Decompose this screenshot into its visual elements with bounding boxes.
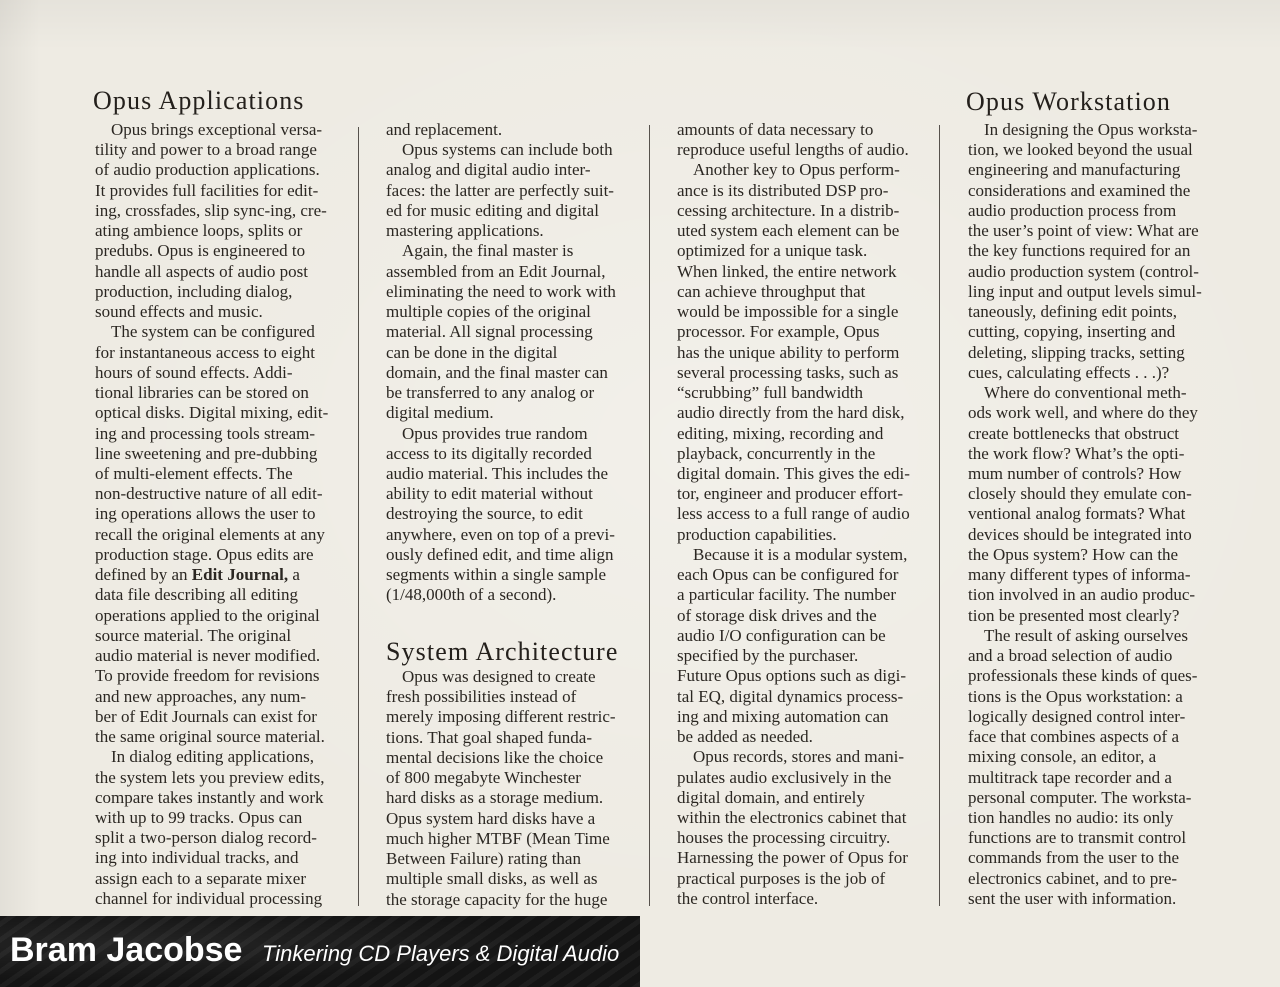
column-4-body <box>968 120 1218 909</box>
text-line: digital domain. This gives the edi- <box>677 463 910 483</box>
text-line: In designing the Opus worksta- <box>984 120 1198 139</box>
text-line: “scrubbing” full bandwidth <box>677 383 864 403</box>
text-line: a particular facility. The number <box>677 585 897 605</box>
text-line: eliminating the need to work with <box>386 281 616 301</box>
text-line: audio material. This includes the <box>386 463 609 483</box>
paragraph <box>386 667 636 910</box>
text-line: access to its digitally recorded <box>386 443 592 463</box>
text-line: each Opus can be configured for <box>677 565 899 585</box>
text-line: multiple small disks, as well as <box>386 869 598 889</box>
text-line: pulates audio exclusively in the <box>677 767 892 787</box>
paragraph <box>968 383 1218 626</box>
text-line: the key functions required for an <box>968 241 1191 261</box>
paragraph <box>677 160 927 544</box>
text-line: multiple copies of the original <box>386 302 591 322</box>
text-line: engineering and manufacturing <box>968 160 1181 180</box>
text-line: ed for music editing and digital <box>386 200 599 220</box>
text-line: much higher MTBF (Mean Time <box>386 828 610 848</box>
text-line: tions is the Opus workstation: a <box>968 686 1183 706</box>
paragraph <box>677 545 927 747</box>
paragraph <box>95 322 345 747</box>
text-line: processor. For example, Opus <box>677 322 880 342</box>
paragraph <box>968 120 1218 383</box>
text-line: less access to a full range of audio <box>677 504 910 524</box>
text-line: ling input and output levels simul- <box>968 281 1202 301</box>
term-edit-journal: Edit Journal, <box>191 565 289 585</box>
text-line: ber of Edit Journals can exist for <box>95 706 317 726</box>
text-line: and new approaches, any num- <box>95 686 307 706</box>
text-line: audio I/O configuration can be <box>677 625 886 645</box>
text-line: Where do conventional meth- <box>984 383 1187 403</box>
text-line: audio material is never modified. <box>95 646 321 666</box>
column-3 <box>677 0 927 987</box>
text-line: many different types of informa- <box>968 565 1191 585</box>
text-line: multitrack tape recorder and a <box>968 767 1172 787</box>
heading-system-architecture: System Architecture <box>386 637 619 666</box>
text-line: the Opus system? How can the <box>968 544 1179 564</box>
paragraph <box>95 747 345 909</box>
text-line: Opus system hard disks have a <box>386 808 596 828</box>
text-line: for instantaneous access to eight <box>95 342 315 362</box>
text-line: tion handles no audio: its only <box>968 807 1174 827</box>
text-line: channel for individual processing <box>95 888 323 908</box>
text-line: fresh possibilities instead of <box>386 687 577 707</box>
text-line: the storage capacity for the huge <box>386 889 608 909</box>
column-rule <box>649 125 650 906</box>
text-line: of 800 megabyte Winchester <box>386 768 581 788</box>
text-line: handle all aspects of audio post <box>95 261 308 281</box>
text-line: can be done in the digital <box>386 342 558 362</box>
text-line: digital medium. <box>386 403 494 423</box>
column-2 <box>386 0 636 987</box>
paragraph <box>386 241 636 423</box>
column-1 <box>95 0 345 987</box>
text-line: personal computer. The worksta- <box>968 787 1192 807</box>
text-line: commands from the user to the <box>968 848 1180 868</box>
text-line: cues, calculating effects . . .)? <box>968 362 1170 382</box>
paragraph <box>386 140 636 241</box>
text-line: assembled from an Edit Journal, <box>386 261 606 281</box>
text-line: When linked, the entire network <box>677 261 897 281</box>
column-1-body <box>95 120 345 909</box>
text-line: ing, crossfades, slip sync-ing, cre- <box>95 200 327 220</box>
paragraph <box>677 120 927 160</box>
text-line: playback, concurrently in the <box>677 443 876 463</box>
column-3-body <box>677 120 927 909</box>
text-line: can achieve throughput that <box>677 281 866 301</box>
text-line: mental decisions like the choice <box>386 747 604 767</box>
text-line: practical purposes is the job of <box>677 868 886 888</box>
text-line: of storage disk drives and the <box>677 605 877 625</box>
text-line: mastering applications. <box>386 221 544 241</box>
text-line: digital domain, and entirely <box>677 787 865 807</box>
text-line: Because it is a modular system, <box>693 544 908 564</box>
text-line: production capabilities. <box>677 524 837 544</box>
text-segment: a <box>288 565 300 585</box>
text-line: compare takes instantly and work <box>95 787 324 807</box>
text-line: of audio production applications. <box>95 160 320 180</box>
text-line: merely imposing different restric- <box>386 707 616 727</box>
text-line: amounts of data necessary to <box>677 120 874 139</box>
text-line: Opus provides true random <box>402 423 588 443</box>
text-line: material. All signal processing <box>386 322 593 342</box>
text-line: tions. That goal shaped funda- <box>386 727 593 747</box>
text-line: sent the user with information. <box>968 888 1177 908</box>
text-line: hard disks as a storage medium. <box>386 788 604 808</box>
text-line: within the electronics cabinet that <box>677 807 907 827</box>
text-line: To provide freedom for revisions <box>95 666 320 686</box>
text-line: In dialog editing applications, <box>111 747 315 767</box>
text-line: functions are to transmit control <box>968 828 1187 848</box>
text-line: ventional analog formats? What <box>968 504 1186 524</box>
text-line: Between Failure) rating than <box>386 849 581 869</box>
text-line: anywhere, even on top of a previ- <box>386 524 615 544</box>
text-line: ing operations allows the user to <box>95 504 316 524</box>
text-line: ously defined edit, and time align <box>386 544 614 564</box>
text-line: It provides full facilities for edit- <box>95 180 319 200</box>
text-line: reproduce useful lengths of audio. <box>677 140 909 160</box>
heading-opus-applications: Opus Applications <box>93 86 305 115</box>
text-line: has the unique ability to perform <box>677 342 900 362</box>
text-line: and a broad selection of audio <box>968 646 1173 666</box>
text-line: logically designed control inter- <box>968 706 1186 726</box>
column-4 <box>968 0 1218 987</box>
paragraph <box>386 120 636 140</box>
text-line: several processing tasks, such as <box>677 362 899 382</box>
text-line: non-destructive nature of all edit- <box>95 484 323 504</box>
text-line: of multi-element effects. The <box>95 463 293 483</box>
text-line: tor, engineer and producer effort- <box>677 484 904 504</box>
text-line: tional libraries can be stored on <box>95 383 309 403</box>
text-line: the work flow? What’s the opti- <box>968 443 1185 463</box>
column-2-body <box>386 120 636 606</box>
text-line: audio production system (control- <box>968 261 1199 281</box>
text-line: mixing console, an editor, a <box>968 747 1157 767</box>
text-segment: defined by an <box>95 565 192 585</box>
paragraph <box>968 626 1218 909</box>
text-line: tion, we looked beyond the usual <box>968 140 1193 160</box>
text-line: analog and digital audio inter- <box>386 160 591 180</box>
text-line: data file describing all editing <box>95 585 298 605</box>
text-line: be transferred to any analog or <box>386 383 595 403</box>
column-rule <box>939 125 940 906</box>
text-line: tion be presented most clearly? <box>968 605 1180 625</box>
text-line: Another key to Opus perform- <box>693 160 900 180</box>
text-line: production stage. Opus edits are <box>95 544 314 564</box>
column-2-body-lower <box>386 667 636 910</box>
text-line: devices should be integrated into <box>968 524 1192 544</box>
text-line: audio production process from <box>968 200 1177 220</box>
text-line: faces: the latter are perfectly suit- <box>386 180 614 200</box>
text-line: sound effects and music. <box>95 302 263 322</box>
heading-opus-workstation: Opus Workstation <box>966 87 1171 116</box>
column-rule <box>358 127 359 906</box>
text-line: line sweetening and pre-dubbing <box>95 443 318 463</box>
text-line: ing into individual tracks, and <box>95 848 299 868</box>
text-line: ability to edit material without <box>386 484 593 504</box>
text-line: Harnessing the power of Opus for <box>677 848 908 868</box>
text-line: Opus was designed to create <box>402 667 596 686</box>
text-line: production, including dialog, <box>95 281 293 301</box>
paragraph <box>95 120 345 322</box>
text-line: Opus records, stores and mani- <box>693 747 905 767</box>
text-line: audio directly from the hard disk, <box>677 403 905 423</box>
text-line: professionals these kinds of ques- <box>968 666 1198 686</box>
text-line: operations applied to the original <box>95 605 320 625</box>
text-line: considerations and examined the <box>968 180 1191 200</box>
text-line: the control interface. <box>677 888 819 908</box>
text-line: face that combines aspects of a <box>968 727 1179 747</box>
text-line: ating ambience loops, splits or <box>95 221 303 241</box>
text-line: ing and mixing automation can <box>677 706 889 726</box>
text-line: Again, the final master is <box>402 241 574 261</box>
watermark-tagline: Tinkering CD Players & Digital Audio <box>262 941 620 966</box>
text-line: predubs. Opus is engineered to <box>95 241 306 261</box>
text-line: taneously, defining edit points, <box>968 302 1178 322</box>
text-line: the user’s point of view: What are <box>968 221 1199 241</box>
text-line: be added as needed. <box>677 727 813 747</box>
text-line: closely should they emulate con- <box>968 484 1192 504</box>
text-line: tility and power to a broad range <box>95 140 317 160</box>
text-line: source material. The original <box>95 625 292 645</box>
text-line-edit-journal <box>95 565 345 585</box>
text-line: tal EQ, digital dynamics process- <box>677 686 904 706</box>
text-line: ance is its distributed DSP pro- <box>677 180 889 200</box>
text-line: with up to 99 tracks. Opus can <box>95 807 303 827</box>
text-line: would be impossible for a single <box>677 302 899 322</box>
text-line: create bottlenecks that obstruct <box>968 423 1179 443</box>
text-line: hours of sound effects. Addi- <box>95 362 293 382</box>
text-line: The system can be configured <box>111 322 315 342</box>
text-line: recall the original elements at any <box>95 524 325 544</box>
text-line: and replacement. <box>386 120 503 139</box>
text-line: segments within a single sample <box>386 565 607 585</box>
watermark-name: Bram Jacobse <box>10 931 243 969</box>
text-line: the same original source material. <box>95 727 325 747</box>
text-line: mum number of controls? How <box>968 463 1182 483</box>
text-line: tion involved in an audio produc- <box>968 585 1196 605</box>
text-line: editing, mixing, recording and <box>677 423 884 443</box>
text-line: uted system each element can be <box>677 221 900 241</box>
text-line: Opus brings exceptional versa- <box>111 120 323 139</box>
text-line: the system lets you preview edits, <box>95 767 325 787</box>
text-line: The result of asking ourselves <box>984 625 1188 645</box>
text-line: optical disks. Digital mixing, edit- <box>95 403 329 423</box>
text-line: optimized for a unique task. <box>677 241 868 261</box>
text-line: specified by the purchaser. <box>677 646 859 666</box>
text-line: electronics cabinet, and to pre- <box>968 868 1178 888</box>
text-line: (1/48,000th of a second). <box>386 585 557 605</box>
watermark-banner <box>0 916 640 987</box>
text-line: domain, and the final master can <box>386 362 608 382</box>
text-line: Future Opus options such as digi- <box>677 666 907 686</box>
text-line: ods work well, and where do they <box>968 403 1198 423</box>
text-line: Opus systems can include both <box>402 140 613 160</box>
text-line: cutting, copying, inserting and <box>968 322 1176 342</box>
text-line: destroying the source, to edit <box>386 504 583 524</box>
text-line: split a two-person dialog record- <box>95 828 317 848</box>
paragraph <box>677 747 927 909</box>
text-line: deleting, slipping tracks, setting <box>968 342 1185 362</box>
text-line: houses the processing circuitry. <box>677 828 891 848</box>
text-line: assign each to a separate mixer <box>95 868 306 888</box>
text-line: cessing architecture. In a distrib- <box>677 200 900 220</box>
paragraph <box>386 424 636 606</box>
text-line: ing and processing tools stream- <box>95 423 316 443</box>
